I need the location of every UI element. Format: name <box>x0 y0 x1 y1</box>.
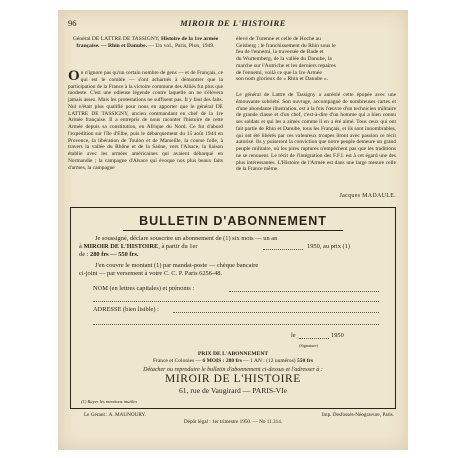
form-line-4: J'en couvre le montant (1) par mandat-poste — chèque bancaire <box>95 262 259 269</box>
page-header <box>68 18 398 30</box>
form-note: (1) Rayer les mentions inutiles <box>81 399 138 404</box>
price-details: France et Colonies — 6 MOIS : 280 frs — 1 AN : (12 numéros) 550 frs <box>152 358 314 364</box>
intro-line: son nom glorieux de « Rhin et Danube ». <box>236 76 329 83</box>
form-line-5: ci-joint — par versement à votre C. C. P. Paris 6256-48. <box>79 270 223 277</box>
magazine-page <box>58 10 408 450</box>
article-right-column <box>236 92 396 173</box>
subscription-form <box>70 207 396 409</box>
intro-line: élevé de Turenne et celle de Hoche au <box>236 36 321 42</box>
book-reference <box>68 36 223 50</box>
intro-line: du Wurtemberg, de la vallée du Danube, la <box>236 56 332 63</box>
right-column-intro <box>236 36 396 83</box>
address-field[interactable] <box>173 312 379 313</box>
detach-instruction: Détacher ou reproduire le bulletin d'abonnement ci-dessus et l'adresser à : <box>143 367 323 373</box>
intro-line: Geisberg ; le franchissement du Rhin sous le <box>236 42 336 49</box>
date-le: le <box>291 332 296 339</box>
article-right-text: Le général de Lattre de Tassigny a auréolé cette épopée avec une émouvante sobriété. Son ouvrage, accompagné de nombreuses cartes et d'une abondante illustration, est à la fois l'œuvre d'un technicien militaire de grande classe et d'un chef, c'est-à-dire d'un homme qui a bien connu ses soldats et qui les a aimés comme il en a été aimé. Tous ceux qui ont fait partie de Rhin et Danube, tous les Français, et ils sont innombrables, qui ont été libérés par ces valeureux troupes liront avec passion ce récit autorisé. Ils y puiseront la conviction que notre peuple demeure un grand peuple militaire, où les pires ruptures n'empêchent pas que les traditions ne se renouent. Le récit de l'intégration des F.F.I. est à cet égard une des plus intéressantes. L'Histoire de l'Armée est dans une large mesure celle de la France même. <box>236 92 396 173</box>
address-label: ADRESSE (bien lisible) : <box>93 306 159 313</box>
price-options: 280 frs — 550 frs. <box>90 251 139 258</box>
date-field[interactable] <box>299 338 329 339</box>
date-year: 1950 <box>331 332 344 339</box>
magazine-name: MIROIR DE L'HISTOIRE <box>83 243 159 250</box>
article-left-column <box>68 70 223 171</box>
name-field-line-2[interactable] <box>93 301 379 302</box>
page-number: 96 <box>68 18 77 28</box>
price-title: PRIX DE L'ABONNEMENT <box>197 351 269 357</box>
intro-line: marche sur l'Autriche et les derniers repaires <box>236 62 336 69</box>
article-author: Jacques MADAULE. <box>339 193 396 199</box>
start-date-field[interactable] <box>263 249 303 250</box>
book-title: Histoire de la 1re armée française. — Rhin et Danube. <box>76 36 219 49</box>
drop-cap: O <box>68 68 80 84</box>
book-author: Général DE LATTRE DE TASSIGNY, <box>72 36 160 42</box>
publisher-address: 61, rue de Vaugirard — PARIS-VIe <box>179 386 287 395</box>
intro-line: feu de l'ennemi, la traversée de Bade et <box>236 49 324 56</box>
footer-gerant: Le Gérant : A. MAUNOURY. <box>84 412 146 418</box>
form-line-3: de : 280 frs — 550 frs. <box>79 251 139 258</box>
article-left-text: n n'ignore pas qu'un certain nombre de gens — et de Français, ce qui est le comble — s'ont acharnés à démontrer que la participation de la France à la victoire commune des Alliés fut plus que modeste. C'est une odieuse légende contre laquelle on ne s'élèvera jamais assez. Mais les protestations ne suffisent pas. Il y faut des faits. Nul n'était plus qualifié pour nous en apporter que le général DE LATTRE DE TASSIGNY, ancien commandant en chef de la 1re Armée française. Il a entrepris de nous raconter l'histoire de cette Armée depuis sa constitution, en Afrique du Nord. Ce fut d'abord l'expédition sur l'île d'Elbe, puis le débarquement du 15 août 1944 en Provence, la libération de Toulon et de Marseille, la course folle, à travers la vallée du Rhône et de la Saône, vers l'Alsace, la liaison établie avec les armées américaines qui avaient débarqué en Normandie ; la campagne d'Alsace qui évoque nos plus beaux faits d'armes, la campagne <box>68 70 223 171</box>
name-label: NOM (en lettres capitales) et prénoms : <box>93 285 195 292</box>
name-field[interactable] <box>229 291 379 292</box>
form-title: BULLETIN D'ABONNEMENT <box>139 214 327 228</box>
intro-line: de l'ennemi, voilà ce que la 1re Armée <box>236 69 322 76</box>
footer-depot: Dépôt légal : 1er trimestre 1950. — No 11.314. <box>183 419 283 425</box>
publisher-name: MIROIR DE L'HISTOIRE <box>165 373 301 385</box>
title-rule <box>123 230 343 231</box>
form-line-2-end: 1950, au prix (1) <box>307 243 350 250</box>
form-line-1: Je soussigné, déclare souscrire un abonnement de (1) six mois — un an <box>95 235 278 242</box>
form-line-2: à MIROIR DE L'HISTOIRE, à partir du 1er <box>79 243 198 250</box>
magazine-title: MIROIR DE L'HISTOIRE <box>180 18 286 28</box>
signature-label: (Signature) <box>299 343 318 348</box>
footer-printer: Imp. Desfossés-Néogravure, Paris. <box>321 412 394 418</box>
book-publisher: — Un vol., Paris, Plon, 1949. <box>148 42 215 49</box>
address-field-line-2[interactable] <box>93 324 379 325</box>
